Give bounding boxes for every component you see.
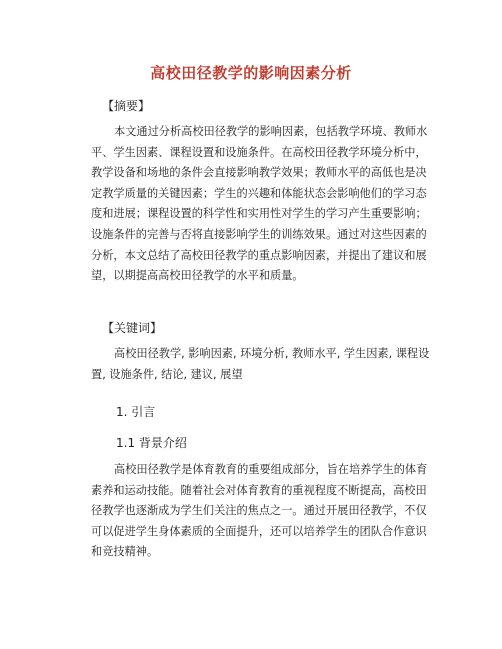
abstract-heading: 【摘要】 xyxy=(102,99,151,113)
background-line: 径教学也逐渐成为学生们关注的焦点之一。通过开展田径教学，不仅 xyxy=(91,504,427,518)
document-title: 高校田径教学的影响因素分析 xyxy=(150,64,352,82)
keywords-paragraph xyxy=(91,344,430,385)
abstract-line: 本文通过分析高校田径教学的影响因素，包括教学环境、教师水 xyxy=(114,125,428,138)
keywords-line: 置, 设施条件, 结论, 建议, 展望 xyxy=(91,367,243,381)
background-line: 可以促进学生身体素质的全面提升，还可以培养学生的团队合作意识 xyxy=(91,524,427,538)
abstract-line: 定教学质量的关键因素；学生的兴趣和体能状态会影响他们的学习态 xyxy=(91,186,427,200)
section-1-heading: 1. 引言 xyxy=(116,405,156,419)
abstract-paragraph xyxy=(91,122,428,287)
abstract-line: 分析，本文总结了高校田径教学的重点影响因素，并提出了建议和展 xyxy=(91,248,427,262)
background-line: 高校田径教学是体育教育的重要组成部分，旨在培养学生的体育 xyxy=(114,463,428,476)
abstract-line: 度和进展；课程设置的科学性和实用性对学生的学习产生重要影响； xyxy=(91,207,427,221)
abstract-line: 平、学生因素、课程设置和设施条件。在高校田径教学环境分析中， xyxy=(91,145,427,159)
abstract-line: 教学设备和场地的条件会直接影响教学效果；教师水平的高低也是决 xyxy=(91,166,427,180)
keywords-heading: 【关键词】 xyxy=(102,321,163,335)
abstract-line: 望，以期提高高校田径教学的水平和质量。 xyxy=(91,269,304,283)
section-1-1-heading: 1.1 背景介绍 xyxy=(116,436,187,450)
keywords-line: 高校田径教学, 影响因素, 环境分析, 教师水平, 学生因素, 课程设 xyxy=(114,347,430,360)
background-line: 素养和运动技能。随着社会对体育教育的重视程度不断提高，高校田 xyxy=(91,483,427,497)
background-line: 和竞技精神。 xyxy=(91,545,159,559)
abstract-line: 设施条件的完善与否将直接影响学生的训练效果。通过对这些因素的 xyxy=(91,227,427,241)
background-paragraph xyxy=(91,460,428,563)
